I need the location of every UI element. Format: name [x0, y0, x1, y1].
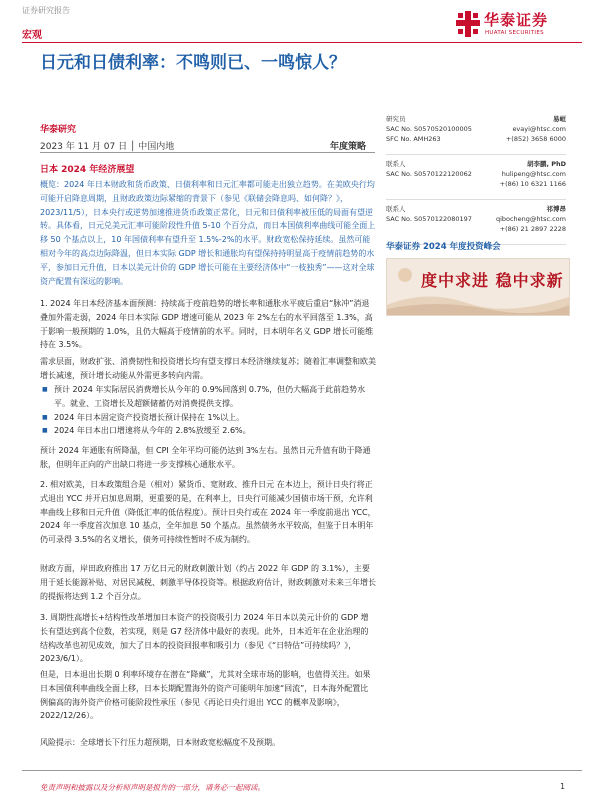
footer-disclaimer: 免责声明和披露以及分析师声明是报告的一部分，请务必一起阅读。	[40, 783, 265, 792]
footer-divider	[22, 770, 582, 771]
brand-logo	[456, 8, 586, 44]
analyst-role: 联系人	[386, 160, 406, 168]
promo-heading: 华泰证券 2024 年度投资峰会	[386, 242, 501, 252]
analyst-role: 研究员	[386, 115, 406, 123]
bullet-item: ■ 2024 年日本固定资产投资增长预计保持在 1%以上。	[40, 411, 376, 425]
section-heading: 日本 2024 年经济展望	[40, 165, 135, 175]
analyst-name: 祁博昂	[546, 205, 566, 213]
paragraph-2: 需求层面，财政扩张、消费韧性和投资增长均有望支撑日本经济继续复苏；随着汇率调整和欧美增长减速，预计增长动能从外需更多转向内需。	[40, 357, 376, 380]
paragraph-6: 3. 周期性高增长+结构性改革增加日本资产的投资吸引力 2024 年日本以美元计价的 GDP 增长有望达到高个位数，若实现，则是 G7 经济体中最好的表现。此外，日本近年在企业治理的结构改革也初见成效，加大了日本的投资回报率和吸引力（参见《“日特估”可持续吗？》，2023/6/1）。	[40, 613, 369, 664]
report-date: 2023 年 11 月 07 日 │ 中国内地	[40, 142, 175, 152]
promo-banner[interactable]	[386, 258, 570, 316]
analyst-card	[386, 204, 566, 245]
page-number: 1	[560, 782, 566, 791]
header-divider	[22, 42, 582, 43]
research-dept: 华泰研究	[40, 125, 77, 135]
analyst-name: 易峘	[553, 115, 566, 123]
paragraph-1: 1. 2024 年日本经济基本面预测：持续高于疫前趋势的增长率和通胀水平疲后重启“脉冲”消退叠加外需走弱，2024 年日本实际 GDP 增速可能从 2023 年 2%左右的水平回落至 1.3%，高于影响一般预期的 1.0%，且仍大幅高于疫情前的水平。同时，日本明年名义 GDP 增长可能维持在 3.5%。	[40, 299, 374, 350]
analyst-card	[386, 114, 566, 155]
logo-cn-text: 华泰证券	[484, 11, 549, 29]
analyst-name: 胡李鹏, PhD	[526, 160, 566, 168]
analyst-panel	[386, 114, 566, 249]
analyst-cert: SAC No. S0570122120062	[386, 170, 472, 178]
paragraph-5: 财政方面，岸田政府推出 17 万亿日元的财政刺激计划（约占 2022 年 GDP 的 3.1%），主要用于延长能源补贴、对居民减税、刺激半导体投资等。根据政府估计，财政刺激对未来三年增长的提振将达到 1.2 个百分点。	[40, 564, 376, 601]
logo-mark-icon	[456, 11, 480, 37]
report-type: 年度策略	[330, 142, 367, 152]
bullet-list	[40, 383, 376, 438]
paragraph-4: 2. 相对欧美，日本政策组合是（相对）紧货币、宽财政、推升日元 在本边上，预计日央行将正式退出 YCC 并开启加息周期，更重要的是，在利率上，日央行可能减少国债市场干预，允许利率曲线上移和日元升值（降低汇率的低估程度）。预计日央行或在 2024 年一季度前退出 YCC，2024 年一季度首次加息 10 基点，全年加息 50 个基点。虽然债务水平较高，但鉴于日本明年仍可录得 3.5%的名义增长，债务可持续性暂时不成为制约。	[40, 480, 376, 545]
bullet-item: ■ 预计 2024 年实际居民消费增长从今年的 0.9%回落到 0.7%，但仍大幅高于此前趋势水平。就业、工资增长及超额储蓄仍对消费提供支撑。	[40, 383, 376, 411]
analyst-cert: SAC No. S0570122080197	[386, 215, 472, 223]
paragraph-3: 预计 2024 年通胀有所降温，但 CPI 全年平均可能仍达到 3%左右。虽然日元升值有助于降通胀，但明年正向的产出缺口将进一步支撑核心通胀水平。	[40, 446, 371, 469]
analyst-email-link[interactable]: qibocheng@htsc.com	[495, 215, 566, 223]
analyst-phone: +(86) 10 6321 1166	[499, 180, 566, 188]
logo-en-text: HUATAI SECURITIES	[485, 30, 544, 36]
analyst-phone: +(852) 3658 6000	[505, 135, 566, 143]
analyst-cert: SAC No. S0570520100005	[386, 125, 472, 133]
banner-text: 度中求进 稳中求新	[421, 271, 564, 290]
bullet-item: ■ 2024 年日本出口增速将从今年的 2.8%放缓至 2.6%。	[40, 424, 376, 438]
overview-paragraph: 概览：2024 年日本财政和货币政策、日债利率和日元汇率都可能走出独立趋势。在美欧央行均可能开启降息周期，且财政政策边际紧缩的背景下（参见《联储会降息吗、如何降？》，2023/11/5），日本央行或逆势加速推进货币政策正常化，日元和日债利率被压低的局面有望逆转。具体看，日元兑美元汇率可能阶段性升值 5-10 个百分点，而日本国债利率曲线可能全面上移 50 个基点以上，10 年国债利率有望升至 1.5%-2%的水平。财政宽松保持延续。虽然可能相对今年的高点边际降温，但日本实际 GDP 增长和通胀均有望保持持明显高于疫情前趋势的水平，参加日元升值，日本以美元计价的 GDP 增长可能在主要经济体中“一枝独秀”——这对全球资产配置有深远的影响。	[40, 180, 376, 286]
analyst-cert2: SFC No. AMH263	[386, 135, 441, 143]
analyst-card	[386, 159, 566, 200]
analyst-role: 联系人	[386, 205, 406, 213]
analyst-email-link[interactable]: evayi@htsc.com	[512, 125, 566, 133]
meta-divider	[40, 152, 375, 153]
risk-warning: 风险提示：全球增长下行压力超预期，日本财政宽松幅度不及预期。	[40, 738, 280, 747]
doc-type-label: 证券研究报告	[22, 6, 70, 15]
category-label: 宏观	[22, 30, 42, 41]
paragraph-7: 但是，日本退出长期 0 利率环境存在潜在“降藏”，尤其对全球市场的影响，也值得关注。如果日本国债利率曲线全面上移，日本长期配置海外的资产可能明年加速“回流”，日本海外配置比例偏高的海外资产价格可能阶段性承压（参见《再论日央行退出 YCC 的概率及影响》，2022/12/26）。	[40, 670, 371, 721]
analyst-phone: +(86) 21 2897 2228	[499, 225, 566, 233]
analyst-email-link[interactable]: hulipeng@htsc.com	[501, 170, 566, 178]
report-title: 日元和日债利率：不鸣则已、一鸣惊人？	[40, 53, 346, 73]
